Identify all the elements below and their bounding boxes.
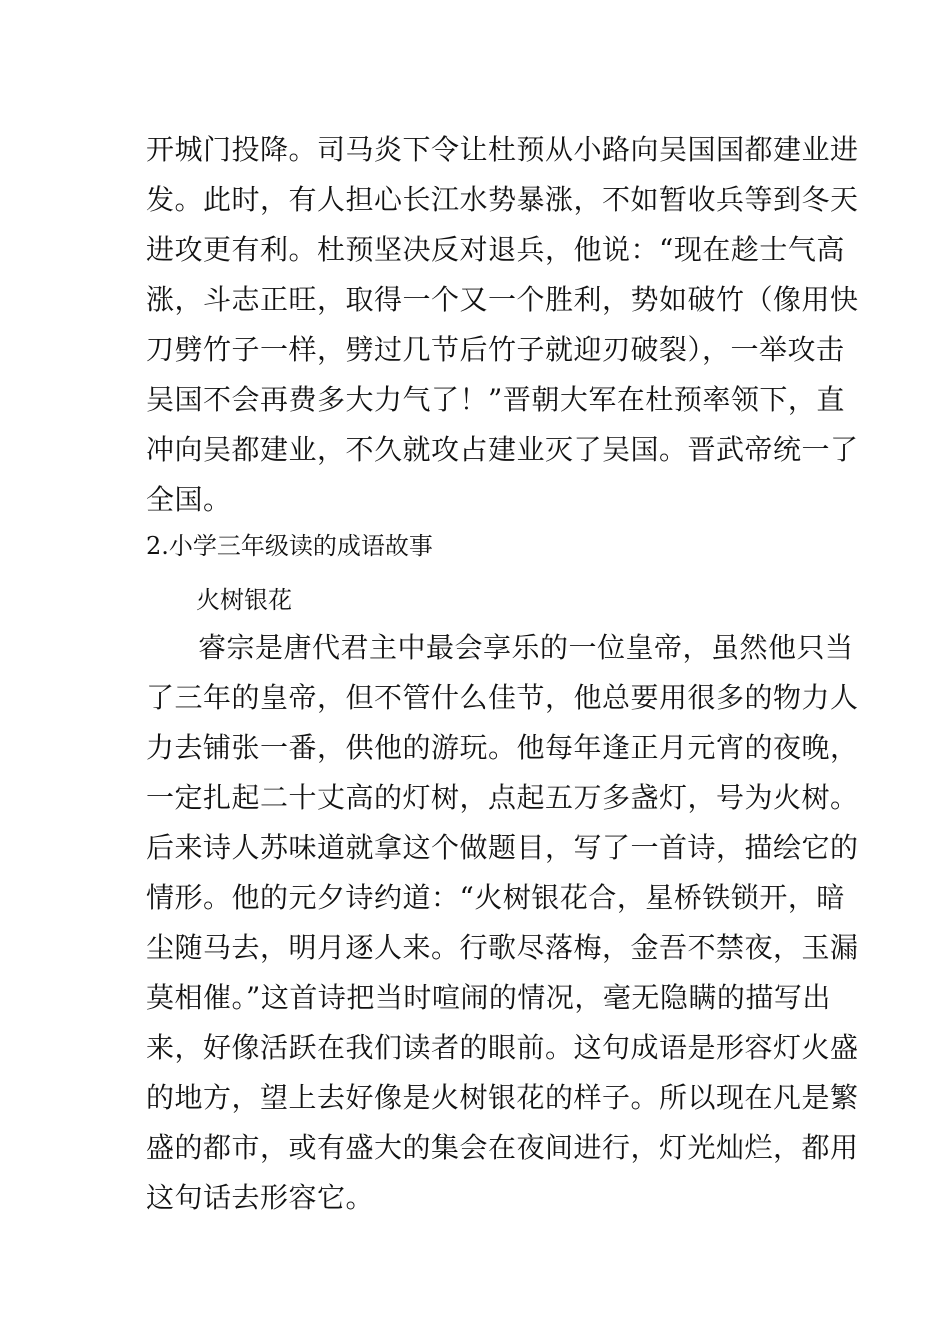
paragraph-line: 冲向吴都建业，不久就攻占建业灭了吴国。晋武帝统一了 <box>146 433 859 466</box>
paragraph-line: 吴国不会再费多大力气了！”晋朝大军在杜预率领下，直 <box>146 383 845 416</box>
paragraph-line: 涨，斗志正旺，取得一个又一个胜利，势如破竹（像用快 <box>146 283 859 316</box>
paragraph-line: 后来诗人苏味道就拿这个做题目，写了一首诗，描绘它的 <box>146 831 859 864</box>
paragraph-line: 莫相催。”这首诗把当时喧闹的情况，毫无隐瞒的描写出 <box>146 981 831 1014</box>
paragraph-line: 进攻更有利。杜预坚决反对退兵，他说：“现在趁士气高 <box>146 233 845 266</box>
paragraph-line: 睿宗是唐代君主中最会享乐的一位皇帝，虽然他只当 <box>198 631 854 664</box>
paragraph-line: 发。此时，有人担心长江水势暴涨，不如暂收兵等到冬天 <box>146 183 859 216</box>
paragraph-line: 这句话去形容它。 <box>146 1181 375 1214</box>
paragraph-line: 的地方，望上去好像是火树银花的样子。所以现在凡是繁 <box>146 1081 859 1114</box>
paragraph-line: 力去铺张一番，供他的游玩。他每年逢正月元宵的夜晚， <box>146 731 859 764</box>
story-paragraph <box>146 623 859 1223</box>
paragraph-line: 全国。 <box>146 483 232 516</box>
paragraph-line: 一定扎起二十丈高的灯树，点起五万多盏灯，号为火树。 <box>146 781 859 814</box>
paragraph-line: 盛的都市，或有盛大的集会在夜间进行，灯光灿烂，都用 <box>146 1131 859 1164</box>
section-heading: 2.小学三年级读的成语故事 <box>146 532 433 560</box>
continuation-paragraph <box>146 125 859 525</box>
paragraph-line: 刀劈竹子一样，劈过几节后竹子就迎刃破裂），一举攻击 <box>146 333 845 366</box>
paragraph-line: 情形。他的元夕诗约道：“火树银花合，星桥铁锁开，暗 <box>146 881 845 914</box>
paragraph-line: 了三年的皇帝，但不管什么佳节，他总要用很多的物力人 <box>146 681 859 714</box>
paragraph-line: 开城门投降。司马炎下令让杜预从小路向吴国国都建业进 <box>146 133 859 166</box>
paragraph-line: 尘随马去，明月逐人来。行歌尽落梅，金吾不禁夜，玉漏 <box>146 931 859 964</box>
story-title: 火树银花 <box>196 586 292 614</box>
paragraph-line: 来，好像活跃在我们读者的眼前。这句成语是形容灯火盛 <box>146 1031 859 1064</box>
